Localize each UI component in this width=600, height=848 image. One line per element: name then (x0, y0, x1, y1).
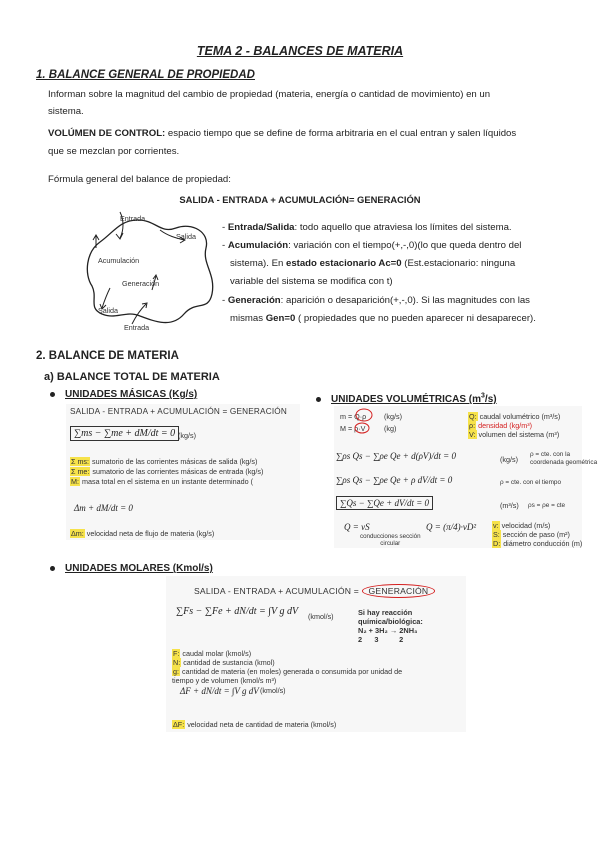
molares-note-4-text: velocidad neta de cantidad de materia (kmol/s) (187, 720, 337, 729)
reaction-line-4: 2 3 2 (358, 635, 404, 644)
subsection-a-heading: a) BALANCE TOTAL DE MATERIA (44, 371, 220, 383)
control-volume-def: espacio tiempo que se define de forma arbitraria en el cual entran y salen líquidos (165, 128, 517, 139)
def-generacion: : aparición o desaparición(+,-,0). Si las magnitudes con las (280, 295, 530, 306)
def-acumulacion-2b: estado estacionario Ac=0 (285, 258, 402, 269)
diagram-label-salida-right: Salida (176, 232, 196, 241)
volumetricas-heading (316, 393, 497, 405)
term-entrada-salida: Entrada/Salida (227, 222, 295, 233)
volumetricas-heading-end: /s) (484, 394, 497, 406)
def-generacion-2c: ( propiedades que no pueden aparecer ni desaparecer). (295, 313, 536, 324)
reaction-line-1: Si hay reacción (358, 608, 413, 617)
vol-note-1-text: caudal volumétrico (m³/s) (479, 412, 561, 421)
list-item-acumulacion: - Acumulación: variación con el tiempo(+,-,0)(lo que queda dentro del (222, 240, 522, 251)
molares-formula-main: SALIDA - ENTRADA + ACUMULACIÓN = (194, 586, 362, 596)
diagram-label-salida-bottom: Salida (98, 306, 118, 315)
molares-formula-generacion: GENERACIÓN (362, 584, 436, 598)
vol-note-6-symbol: D: (493, 539, 501, 548)
molares-formula (194, 584, 435, 598)
molares-heading-text: UNIDADES MOLARES (Kmol/s) (65, 563, 213, 574)
masicas-equation-units: (kg/s) (178, 431, 196, 440)
molares-note-2-text: cantidad de sustancia (kmol) (183, 658, 275, 667)
molares-note-1 (172, 649, 251, 658)
masicas-note-2 (70, 467, 263, 476)
vol-note-4-symbol: v: (493, 521, 499, 530)
vol-note-5 (492, 530, 570, 539)
list-item-acumulacion-2 (230, 255, 515, 272)
def-acumulacion-2a: sistema). En (230, 258, 286, 269)
masicas-equation: ∑ms − ∑me + dM/dt = 0 (70, 426, 179, 441)
vol-eq1-note-line2: coordenada geométrica (530, 459, 598, 466)
vol-eq4-note-line1: conducciones sección (360, 533, 421, 540)
vol-note-3-symbol: V: (469, 430, 476, 439)
list-item-generacion-2 (230, 310, 536, 327)
intro-line-2: sistema. (48, 106, 84, 117)
vol-def-1: m = Q·ρ (340, 412, 367, 421)
vol-equation-4: Q = vS (344, 522, 370, 532)
masicas-note-2-symbol: Σ me: (71, 467, 90, 476)
vol-note-3-text: volumen del sistema (m³) (478, 430, 560, 439)
vol-def-1-units: (kg/s) (384, 412, 402, 421)
vol-note-1 (468, 412, 560, 421)
control-volume-text (48, 125, 516, 142)
molares-note-2-symbol: N: (173, 658, 181, 667)
control-volume-diagram (80, 208, 220, 336)
vol-note-1-symbol: Q: (469, 412, 477, 421)
vol-note-6 (492, 539, 582, 548)
list-item-entrada-salida: - Entrada/Salida: todo aquello que atraviesa los límites del sistema. (222, 222, 512, 233)
vol-note-5-symbol: S: (493, 530, 500, 539)
diagram-label-acumulacion: Acumulación (98, 256, 140, 265)
diagram-label-entrada-bottom: Entrada (124, 323, 150, 332)
molares-note-3-symbol: g: (173, 667, 179, 676)
vol-equation-2: ∑ρs Qs − ∑ρe Qe + ρ dV/dt = 0 (336, 475, 453, 485)
rho-circle-1 (356, 409, 372, 421)
vol-note-3 (468, 430, 559, 439)
rho-circle-2 (355, 423, 369, 433)
bullet-icon (50, 392, 55, 397)
masicas-heading (50, 389, 197, 400)
vol-note-5-text: sección de paso (m²) (502, 530, 570, 539)
diagram-label-entrada-top: Entrada (120, 214, 146, 223)
reaction-line-2: química/biológica: (358, 617, 423, 626)
masicas-note-1-text: sumatorio de las corrientes másicas de salida (kg/s) (92, 457, 258, 466)
vol-equation-1-units: (kg/s) (500, 455, 518, 464)
molares-note-3b: tiempo y de volumen (kmol/s m³) (172, 676, 277, 685)
molares-equation-2: ΔF + dN/dt = ∫V g dV (180, 686, 259, 696)
vol-note-4 (492, 521, 550, 530)
section-1-heading: 1. BALANCE GENERAL DE PROPIEDAD (36, 69, 255, 81)
molares-equation: ∑Fs − ∑Fe + dN/dt = ∫V g dV (176, 606, 299, 617)
masicas-note-3-symbol: M: (71, 477, 79, 486)
molares-note-4 (172, 720, 336, 729)
def-generacion-2a: mismas (230, 313, 266, 324)
bullet-icon (316, 397, 321, 402)
vol-equation-4b: Q = (π/4)·vD² (426, 522, 477, 532)
molares-note-3 (172, 667, 402, 676)
general-formula: SALIDA - ENTRADA + ACUMULACIÓN= GENERACIÓN (179, 194, 421, 205)
vol-note-6-text: diámetro conducción (m) (503, 539, 583, 548)
vol-equation-3-note: ρs = ρe = cte (528, 502, 566, 509)
volumetricas-heading-main: UNIDADES VOLUMÉTRICAS (m (331, 394, 482, 406)
vol-eq4-note-line2: circular (380, 540, 401, 547)
molares-note-1-symbol: F: (173, 649, 180, 658)
intro-line-1: Informan sobre la magnitud del cambio de propiedad (materia, energía o cantidad de movimiento) en un (48, 89, 491, 100)
vol-def-2: M = ρ·V (340, 424, 366, 433)
vol-equation-2-note: ρ = cte. con el tiempo (500, 479, 562, 486)
vol-note-2-symbol: ρ: (469, 421, 476, 430)
def-acumulacion-2c: (Est.estacionario: ninguna (401, 258, 516, 269)
list-item-generacion: - Generación: aparición o desaparición(+,-,0). Si las magnitudes con las (222, 295, 530, 306)
vol-def-2-units: (kg) (384, 424, 397, 433)
masicas-note-3-text: masa total en el sistema en un instante determinado ( (81, 477, 253, 486)
vol-note-2-text: densidad (kg/m³) (478, 421, 533, 430)
vol-note-2 (468, 421, 532, 430)
masicas-note-1-symbol: Σ ms: (71, 457, 90, 466)
vol-eq1-note-line1: ρ = cte. con la (530, 451, 571, 458)
reaction-note (358, 608, 423, 644)
volumetricas-heading-text (331, 394, 497, 405)
def-generacion-2b: Gen=0 (265, 313, 296, 324)
volumetricas-heading-sup: 3 (481, 393, 485, 400)
masicas-formula: SALIDA - ENTRADA + ACUMULACIÓN = GENERACIÓN (70, 407, 287, 416)
masicas-note-4-text: velocidad neta de flujo de materia (kg/s) (86, 529, 215, 538)
vol-equation-1: ∑ρs Qs − ∑ρe Qe + d(ρV)/dt = 0 (336, 451, 456, 461)
bullet-icon (50, 566, 55, 571)
vol-equation-1-note (530, 451, 597, 467)
molares-note-2 (172, 658, 275, 667)
section-2-heading: 2. BALANCE DE MATERIA (36, 350, 179, 362)
term-acumulacion: Acumulación (227, 240, 289, 251)
term-generacion: Generación (227, 295, 281, 306)
vol-equation-4-note (360, 533, 421, 547)
masicas-note-3 (70, 477, 253, 486)
molares-note-4-symbol: ΔF: (173, 720, 185, 729)
reaction-line-3: N₂ + 3H₂ → 2NH₃ (358, 626, 418, 635)
molares-heading (50, 563, 213, 574)
page-title: TEMA 2 - BALANCES DE MATERIA (196, 44, 404, 58)
rho-circle-annotations (352, 407, 376, 435)
vol-note-4-text: velocidad (m/s) (501, 521, 551, 530)
list-item-acumulacion-3: variable del sistema se modifica con t) (230, 276, 393, 287)
vol-equation-3: ∑Qs − ∑Qe + dV/dt = 0 (336, 496, 433, 510)
masicas-equation-2: Δm + dM/dt = 0 (74, 503, 133, 513)
control-volume-text-2: que se mezclan por corrientes. (48, 146, 180, 157)
molares-equation-2-units: (kmol/s) (260, 686, 286, 695)
diagram-label-generacion: Generación (122, 279, 160, 288)
def-entrada-salida: : todo aquello que atraviesa los límites del sistema. (294, 222, 512, 233)
molares-note-1-text: caudal molar (kmol/s) (182, 649, 252, 658)
masicas-note-1 (70, 457, 257, 466)
def-acumulacion: : variación con el tiempo(+,-,0)(lo que queda dentro del (288, 240, 522, 251)
masicas-note-2-text: sumatorio de las corrientes másicas de entrada (kg/s) (92, 467, 264, 476)
masicas-heading-text: UNIDADES MÁSICAS (Kg/s) (65, 389, 198, 400)
control-volume-label: VOLÚMEN DE CONTROL: (48, 128, 166, 139)
vol-equation-3-units: (m³/s) (500, 501, 519, 510)
masicas-note-4 (70, 529, 214, 538)
molares-equation-units: (kmol/s) (308, 612, 334, 621)
formula-intro: Fórmula general del balance de propiedad: (48, 174, 231, 185)
molares-note-3-text: cantidad de materia (en moles) generada o consumida por unidad de (182, 667, 403, 676)
masicas-note-4-symbol: Δm: (71, 529, 84, 538)
